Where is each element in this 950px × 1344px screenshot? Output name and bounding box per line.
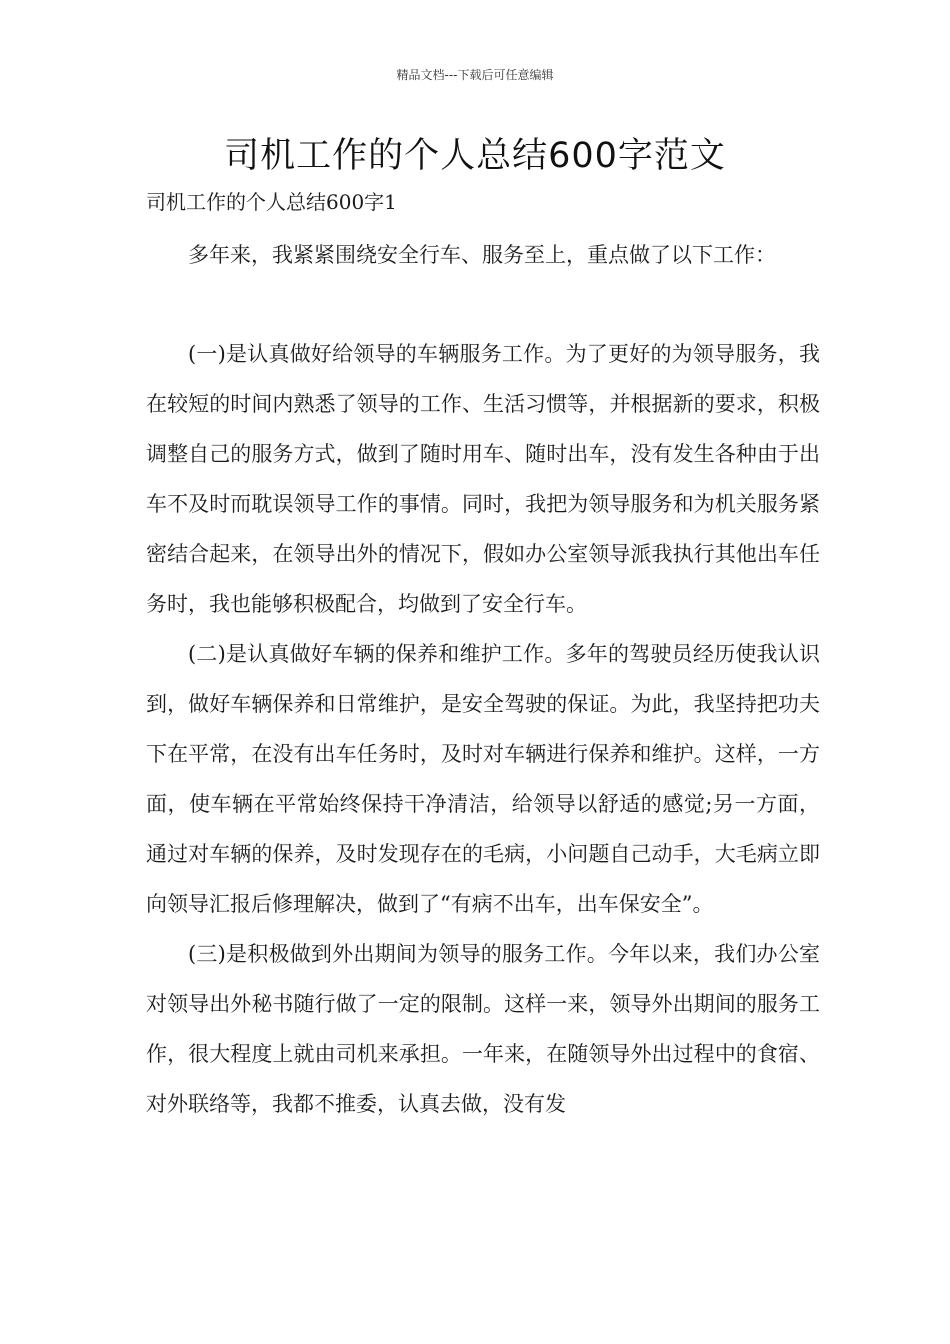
document-subtitle: 司机工作的个人总结600字1 (146, 190, 397, 214)
paragraph-intro: 多年来，我紧紧围绕安全行车、服务至上，重点做了以下工作： (188, 243, 776, 267)
document-title: 司机工作的个人总结600字范文 (224, 136, 726, 176)
header-note: 精品文档---下载后可任意编辑 (396, 68, 554, 82)
paragraph-gap (146, 280, 820, 329)
paragraph-3: (三)是积极做到外出期间为领导的服务工作。今年以来，我们办公室对领导出外秘书随行做了一定的限制。这样一来，领导外出期间的服务工作，很大程度上就由司机来承担。一年来，在随领导外出过程中的食宿、对外联络等，我都不推委，认真去做，没有发 (146, 942, 820, 1116)
paragraph-2: (二)是认真做好车辆的保养和维护工作。多年的驾驶员经历使我认识到，做好车辆保养和日常维护，是安全驾驶的保证。为此，我坚持把功夫下在平常，在没有出车任务时，及时对车辆进行保养和维护。这样，一方面，使车辆在平常始终保持干净清洁，给领导以舒适的感觉;另一方面，通过对车辆的保养，及时发现存在的毛病，小问题自己动手，大毛病立即向领导汇报后修理解决，做到了“有病不出车，出车保安全”。 (146, 642, 820, 916)
paragraph-1: (一)是认真做好给领导的车辆服务工作。为了更好的为领导服务，我在较短的时间内熟悉了领导的工作、生活习惯等，并根据新的要求，积极调整自己的服务方式，做到了随时用车、随时出车，没有发生各种由于出车不及时而耽误领导工作的事情。同时，我把为领导服务和为机关服务紧密结合起来，在领导出外的情况下，假如办公室领导派我执行其他出车任务时，我也能够积极配合，均做到了安全行车。 (146, 342, 820, 616)
document-body (146, 230, 820, 1129)
